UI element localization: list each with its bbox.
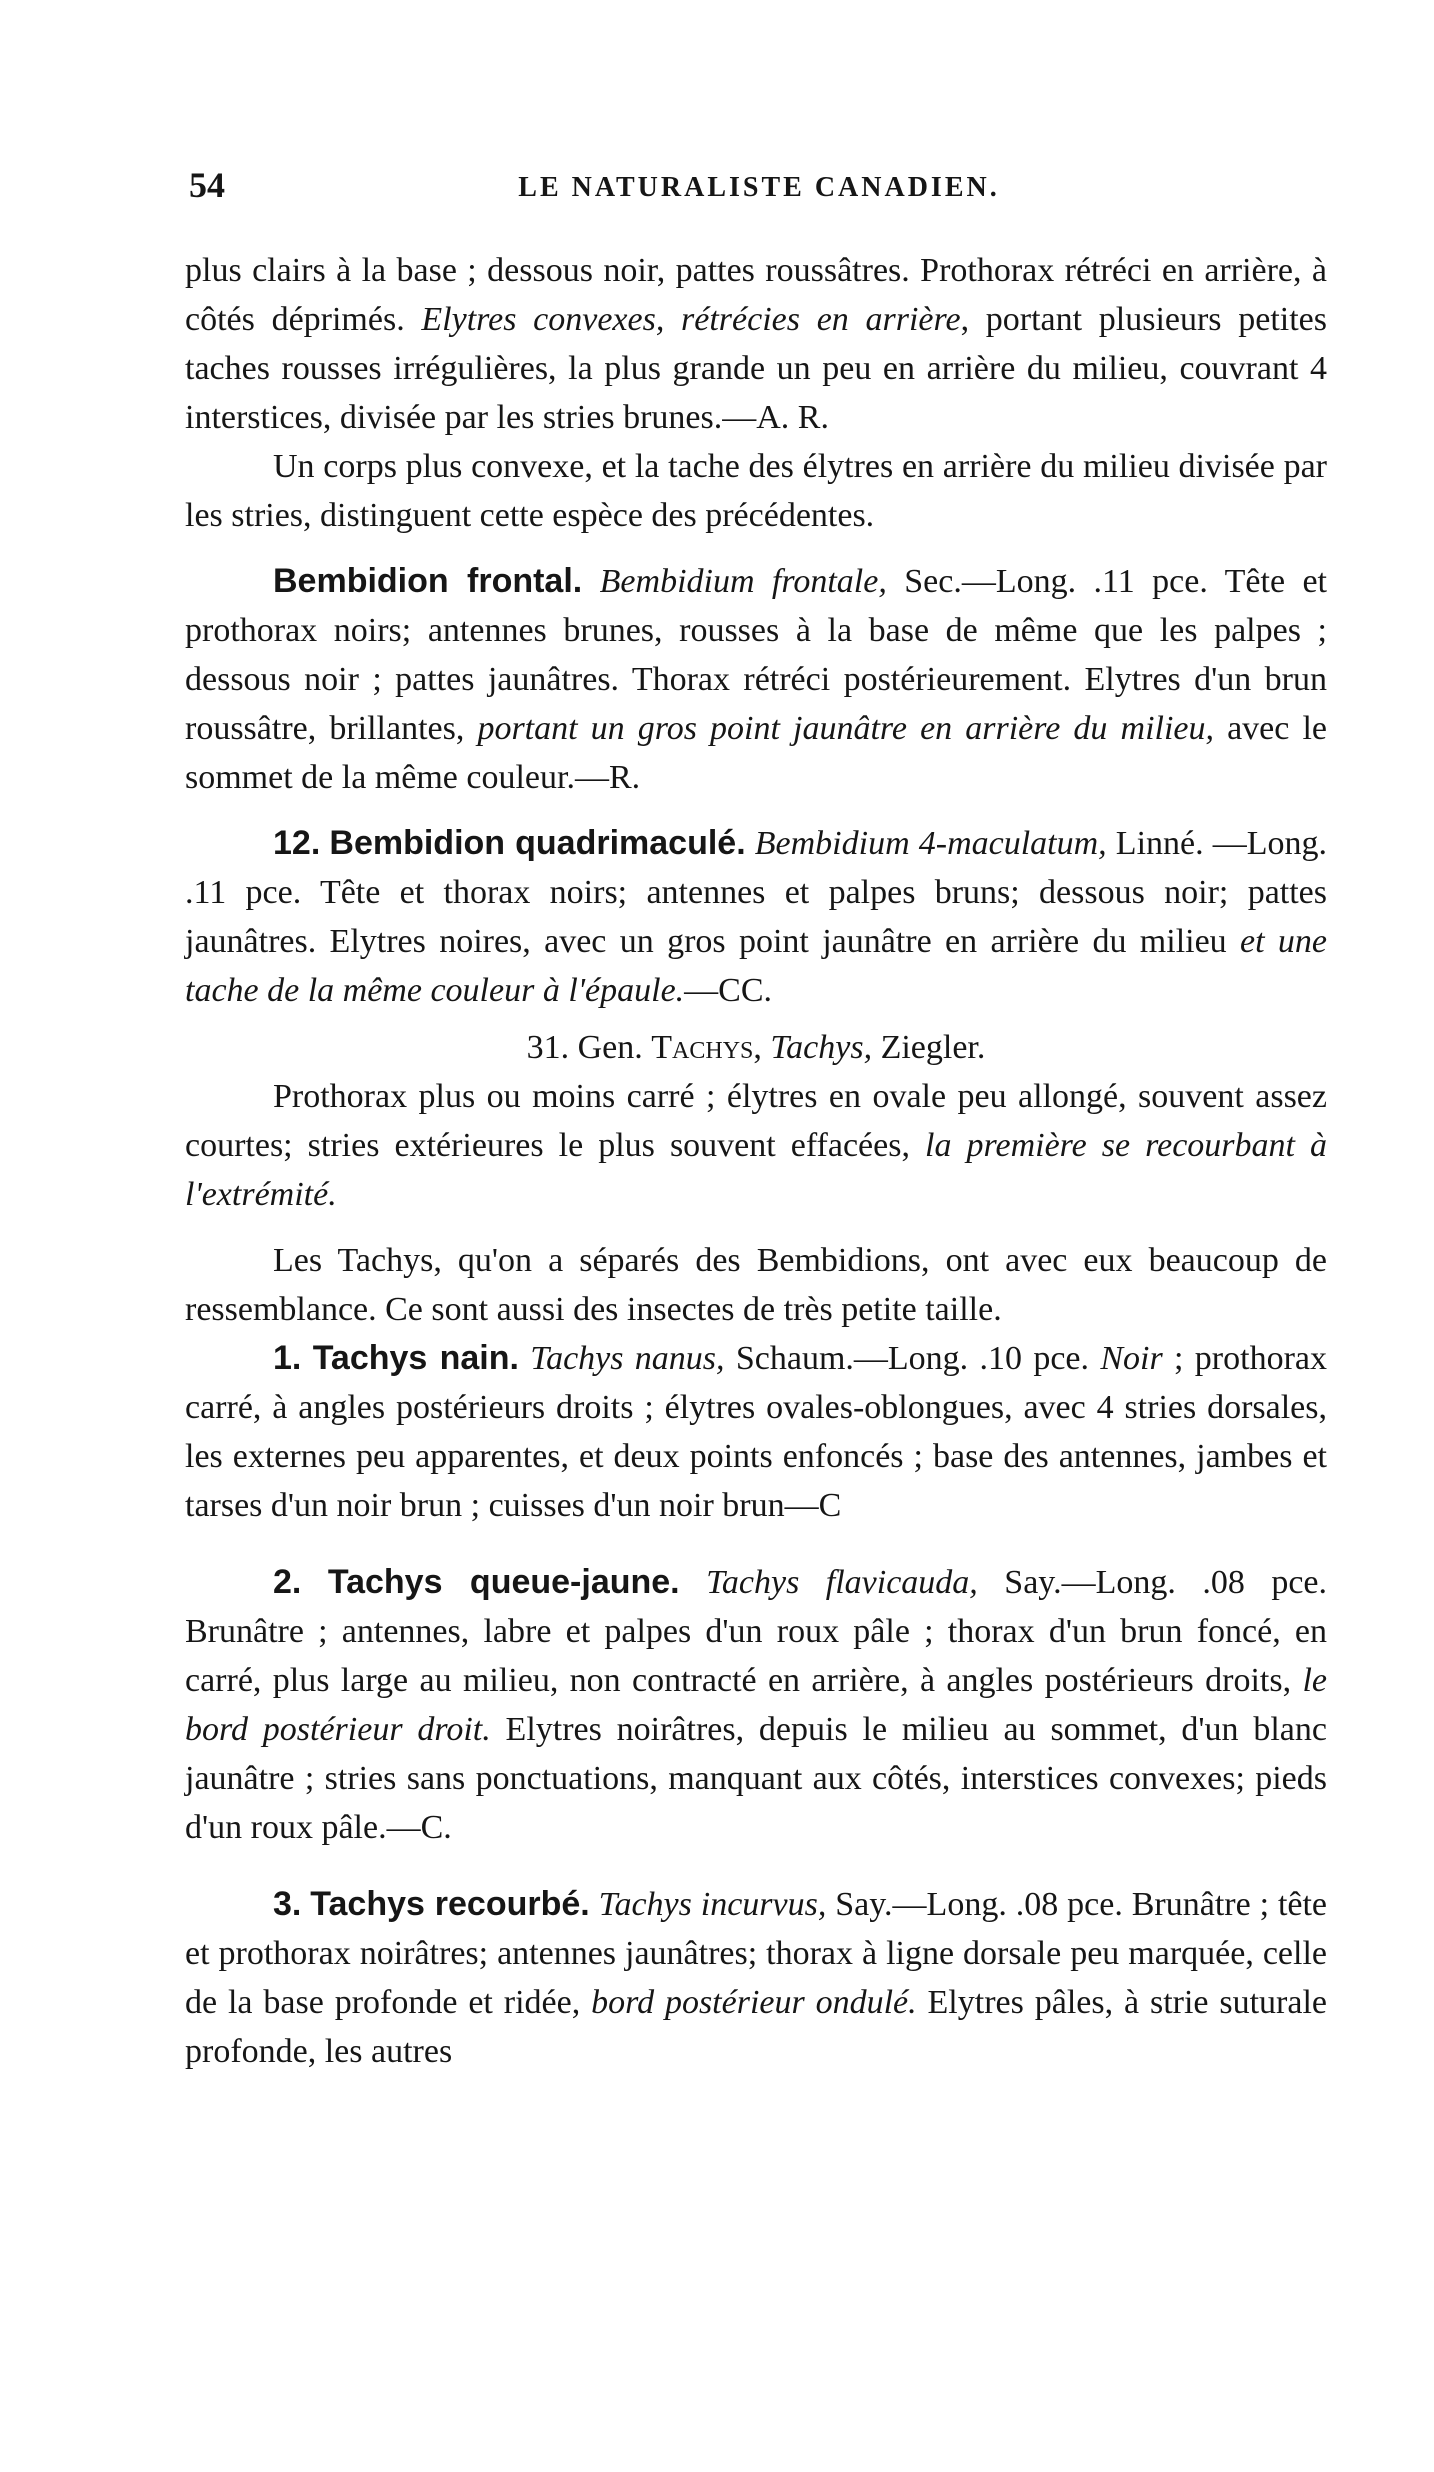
italic-run: Noir <box>1100 1340 1163 1377</box>
species-name: Tachys nain. <box>312 1339 519 1377</box>
running-title: LE NATURALISTE CANADIEN. <box>518 172 1000 203</box>
scientific-name: Tachys nanus, <box>530 1340 725 1377</box>
text-run: Un corps plus convexe, et la tache des élytres en arrière du milieu divisée par les stries, distinguent cette espèce des précédentes. <box>185 448 1327 534</box>
text-run: Schaum.—Long. .10 pce. <box>724 1340 1101 1377</box>
paragraph-genus-description <box>185 1072 1327 1219</box>
entry-number: 2. <box>273 1563 302 1601</box>
genus-number: 31. Gen. <box>526 1029 643 1066</box>
italic-run: le bord postérieur droit. <box>185 1662 1327 1748</box>
page-body <box>185 246 1327 2076</box>
italic-run: portant un gros point jaunâtre en arrière du milieu, <box>477 710 1214 747</box>
scientific-name: Tachys incurvus, <box>598 1886 827 1923</box>
text-run: —CC. <box>684 972 773 1009</box>
text-run: Say.—Long. .08 pce. Brunâtre ; antennes, labre et palpes d'un roux pâle ; thorax d'un brun foncé, en carré, plus large au milieu, non contracté en arrière, à angles postérieurs droits, <box>185 1564 1327 1699</box>
page-header <box>189 164 1329 214</box>
paragraph-continuation <box>185 246 1327 442</box>
paragraph-genus-note <box>185 1236 1327 1334</box>
entry-number: 1. <box>273 1339 302 1377</box>
text-run: plus clairs à la base ; dessous noir, pattes roussâtres. Prothorax rétréci en arrière, à côtés déprimés. <box>185 252 1327 338</box>
entry-number: 3. <box>273 1885 302 1923</box>
text-run: ; prothorax carré, à angles postérieurs droits ; élytres ovales-oblongues, avec 4 stries dorsales, les externes peu apparentes, et deux points enfoncés ; base des antennes, jambes et tarses d'un noir brun ; cuisses d'un noir brun—C <box>185 1340 1327 1524</box>
scientific-name: Tachys, <box>770 1029 873 1066</box>
text-run: Elytres noirâtres, depuis le milieu au sommet, d'un blanc jaunâtre ; stries sans ponctuations, manquant aux côtés, interstices convexes; pieds d'un roux pâle.—C. <box>185 1711 1327 1846</box>
text-run: Say.—Long. .08 pce. Brunâtre ; tête et prothorax noirâtres; antennes jaunâtres; thorax à ligne dorsale peu marquée, celle de la base profonde et ridée, <box>185 1886 1328 2021</box>
species-name: Tachys queue-jaune. <box>327 1563 680 1601</box>
entry-tachys-nain <box>185 1334 1327 1530</box>
genus-name: Tachys, <box>651 1029 762 1066</box>
text-run: Elytres pâles, à strie suturale profonde, les autres <box>185 1984 1328 2070</box>
text-run: avec le sommet de la même couleur.—R. <box>185 710 1327 796</box>
scientific-name: Tachys flavicauda, <box>706 1564 978 1601</box>
genus-author: Ziegler. <box>872 1029 986 1066</box>
entry-number: 12. <box>273 824 321 862</box>
italic-run: bord postérieur ondulé. <box>591 1984 917 2021</box>
page-number: 54 <box>189 165 225 205</box>
paragraph-note <box>185 442 1327 540</box>
text-run: Sec.—Long. .11 pce. Tête et prothorax noirs; antennes brunes, rousses à la base de même que les palpes ; dessous noir ; pattes jaunâtres. Thorax rétréci postérieurement. Elytres d'un brun roussâtre, brillantes, <box>185 563 1327 747</box>
scientific-name: Bembidium 4-maculatum, <box>754 825 1107 862</box>
italic-run: et une tache de la même couleur à l'épaule. <box>185 923 1327 1009</box>
italic-run: la première se recourbant à l'extrémité. <box>185 1127 1328 1213</box>
text-run: Les Tachys, qu'on a séparés des Bembidions, ont avec eux beaucoup de ressemblance. Ce sont aussi des insectes de très petite taille. <box>185 1242 1327 1328</box>
italic-run: Elytres convexes, rétrécies en arrière <box>421 301 961 338</box>
text-run: Prothorax plus ou moins carré ; élytres en ovale peu allongé, souvent assez courtes; stries extérieures le plus souvent effacées, <box>185 1078 1327 1164</box>
species-name: Bembidion quadrimaculé. <box>329 824 746 862</box>
species-name: Tachys recourbé. <box>310 1885 590 1923</box>
text-run: , portant plusieurs petites taches rousses irrégulières, la plus grande un peu en arrière du milieu, couvrant 4 interstices, divisée par les stries brunes.—A. R. <box>185 301 1327 436</box>
entry-tachys-recourbe <box>185 1880 1327 2076</box>
entry-tachys-queue-jaune <box>185 1558 1327 1852</box>
scientific-name: Bembidium frontale, <box>599 563 887 600</box>
text-run: Linné. —Long. .11 pce. Tête et thorax noirs; antennes et palpes bruns; dessous noir; pattes jaunâtres. Elytres noires, avec un gros point jaunâtre en arrière du milieu <box>185 825 1327 960</box>
genus-heading <box>185 1023 1327 1072</box>
entry-bembidion-frontal <box>185 557 1327 802</box>
species-name: Bembidion frontal. <box>273 562 583 600</box>
entry-bembidion-quadrimacule <box>185 819 1327 1015</box>
